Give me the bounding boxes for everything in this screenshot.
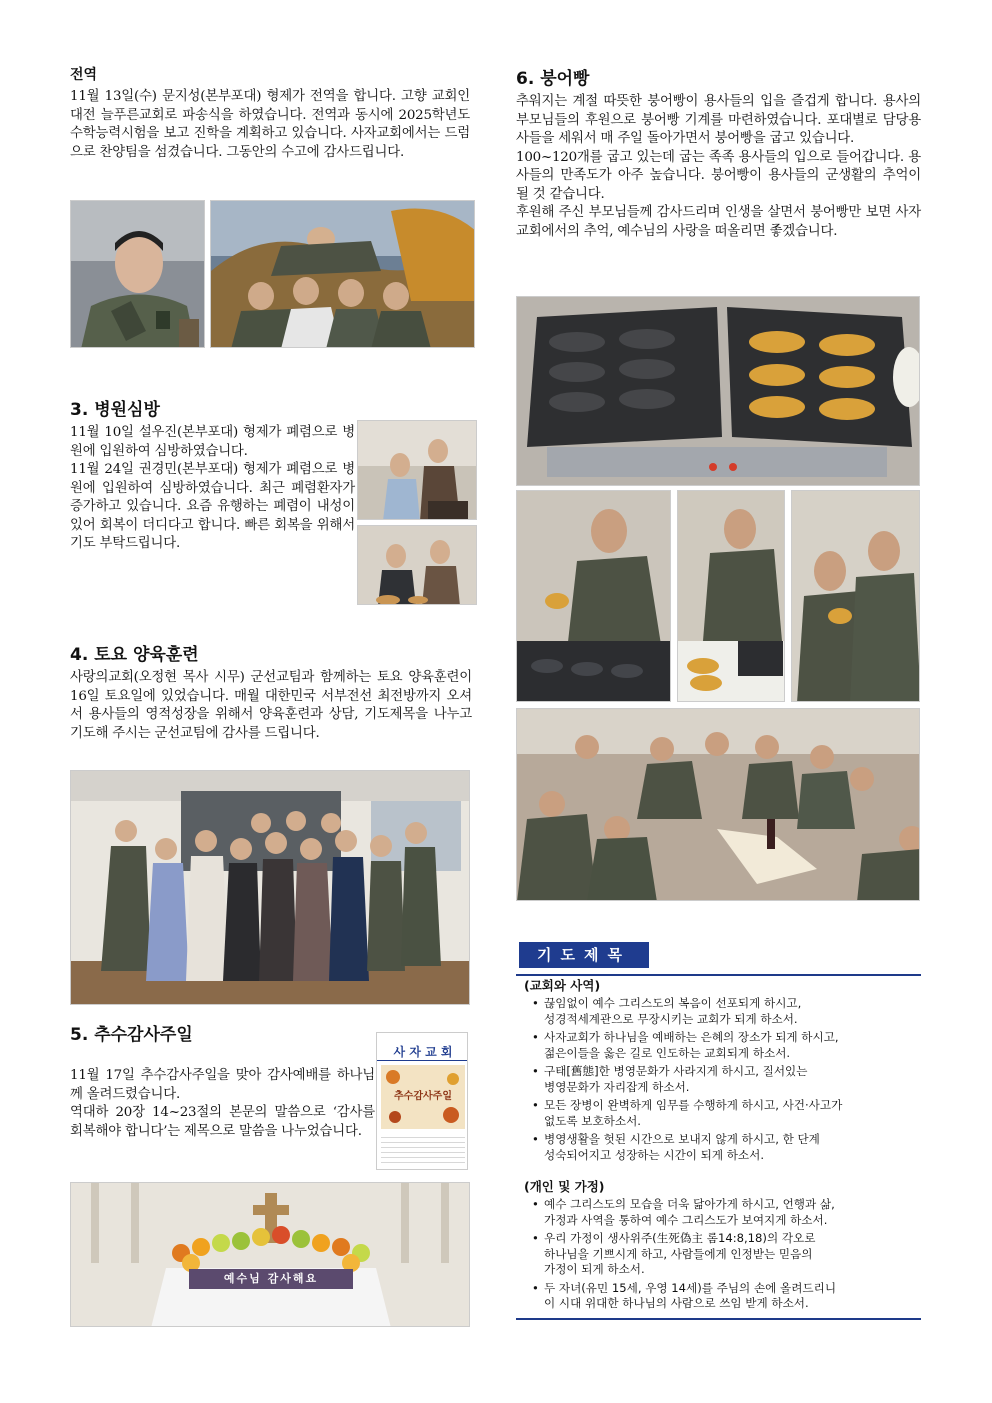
bungeoppang-machine-photo <box>516 296 920 486</box>
prayer-group-label: (개인 및 가정) <box>524 1179 605 1194</box>
bulletin-cover-image <box>376 1032 468 1170</box>
saturday-title: 4. 토요 양육훈련 <box>70 645 199 665</box>
hospital-section <box>70 395 355 554</box>
saturday-group-photo <box>70 770 470 1005</box>
prayer-item: • 모든 장병이 완벽하게 임무를 수행하게 하시고, 사건·사고가 없도록 보호하소서. <box>532 1098 921 1129</box>
bungeoppang-title: 6. 붕어빵 <box>516 69 590 89</box>
bungeoppang-cooking-photo-1 <box>516 490 671 702</box>
thanksgiving-body: 11월 17일 추수감사주일을 맞아 감사예배를 하나님께 올려드렸습니다. 역대하 20장 14~23절의 본문의 말씀으로 ‘감사를 회복해야 합니다’는 제목으로 말씀을 나누었습니다. <box>70 1068 375 1139</box>
hospital-photo-2 <box>357 525 477 605</box>
thanksgiving-title: 5. 추수감사주일 <box>70 1025 193 1045</box>
altar-banner: 예수님 감사해요 <box>189 1269 353 1289</box>
bungeoppang-section <box>516 64 921 241</box>
prayer-item: • 우리 가정이 생사위주(生死偽主 롬14:8,18)의 각오로 하나님을 기쁘시게 하고, 사람들에게 인정받는 믿음의 가정이 되게 하소서. <box>532 1231 921 1278</box>
bulletin-autumn-art <box>381 1065 465 1129</box>
saturday-section <box>70 640 472 743</box>
discharge-body: 11월 13일(수) 문지성(본부포대) 형제가 전역을 합니다. 고향 교회인 대전 늘푸른교회로 파송식을 하였습니다. 전역과 동시에 2025학년도 수학능력시험을 보고 진학을 계획하고 있습니다. 사자교회에서는 드럼으로 찬양팀을 섬겼습니다. 그동안의 수고에 감사드립니다. <box>70 89 470 160</box>
prayer-bottom-rule <box>516 1318 921 1320</box>
prayer-group-personal <box>516 1177 921 1312</box>
prayer-item: • 사자교회가 하나님을 예배하는 은혜의 장소가 되게 하시고, 젊은이들을 옳은 길로 인도하는 교회되게 하소서. <box>532 1030 921 1061</box>
hospital-title: 3. 병원심방 <box>70 400 160 420</box>
bungeoppang-body: 추워지는 계절 따뜻한 붕어빵이 용사들의 입을 즐겁게 합니다. 용사의 부모님들의 후원으로 붕어빵 기계를 마련하였습니다. 포대별로 담당용사들을 세워서 매 주일 돌아가면서 붕어빵을 굽고 있습니다. 100~120개를 굽고 있는데 굽는 족족 용사들의 입으로 들어갑니다. 용사들의 만족도가 아주 높습니다. 붕어빵이 용사들의 군생활의 추억이 될 것 같습니다. 후원해 주신 부모님들께 감사드리며 인생을 살면서 붕어빵만 보면 사자교회에서의 추억, 예수님의 사랑을 떠올리면 좋겠습니다. <box>516 94 921 239</box>
discharge-photo-portrait <box>70 200 205 348</box>
thanksgiving-altar-photo <box>70 1182 470 1327</box>
bungeoppang-soldiers-selfie <box>791 490 920 702</box>
hospital-body: 11월 10일 설우진(본부포대) 형제가 폐렴으로 병원에 입원하여 심방하였습니다. 11월 24일 권경민(본부포대) 형제가 폐렴으로 병원에 입원하여 심방하였습니다. 최근 폐렴환자가 증가하고 있습니다. 요즘 유행하는 폐렴이 내성이 있어 회복이 더디다고 합니다. 빠른 회복을 위해서 기도 부탁드립니다. <box>70 425 355 551</box>
bulletin-order-lines <box>381 1133 465 1167</box>
prayer-group-church <box>516 976 921 1163</box>
discharge-photo-celebration <box>210 200 475 348</box>
prayer-item: • 병영생활을 헛된 시간으로 보내지 않게 하시고, 한 단계 성숙되어지고 성장하는 시간이 되게 하소서. <box>532 1132 921 1163</box>
prayer-item: • 끊임없이 예수 그리스도의 복음이 선포되게 하시고, 성경적세계관으로 무장시키는 교회가 되게 하소서. <box>532 996 921 1027</box>
bungeoppang-group-photo <box>516 708 920 901</box>
bulletin-title: 추수감사주일 <box>394 1091 452 1102</box>
prayer-item: • 구태[舊態]한 병영문화가 사라지게 하시고, 질서있는 병영문화가 자리잡게 하소서. <box>532 1064 921 1095</box>
bulletin-header: 사 자 교 회 <box>377 1043 468 1061</box>
saturday-body: 사랑의교회(오정현 목사 시무) 군선교팀과 함께하는 토요 양육훈련이 16일 토요일에 있었습니다. 매월 대한민국 서부전선 최전방까지 오셔서 용사들의 영적성장을 위해서 양육훈련과 상담, 기도제목을 나누고 기도해 주시는 군선교팀에 감사를 드립니다. <box>70 670 472 741</box>
hospital-photo-1 <box>357 420 477 520</box>
discharge-title: 전역 <box>70 67 98 83</box>
thanksgiving-section <box>70 1020 375 1141</box>
prayer-item: • 두 자녀(유민 15세, 우영 14세)를 주님의 손에 올려드리니 이 시대 위대한 하나님의 사람으로 쓰임 받게 하소서. <box>532 1281 921 1312</box>
prayer-group-label: (교회와 사역) <box>524 978 601 993</box>
prayer-item: • 예수 그리스도의 모습을 더욱 닮아가게 하시고, 언행과 삶, 가정과 사역을 통하여 예수 그리스도가 보여지게 하소서. <box>532 1197 921 1228</box>
bungeoppang-cooking-photo-2 <box>677 490 785 702</box>
prayer-list <box>516 976 921 1326</box>
discharge-section <box>70 64 470 162</box>
prayer-heading: 기도제목 <box>519 942 649 968</box>
